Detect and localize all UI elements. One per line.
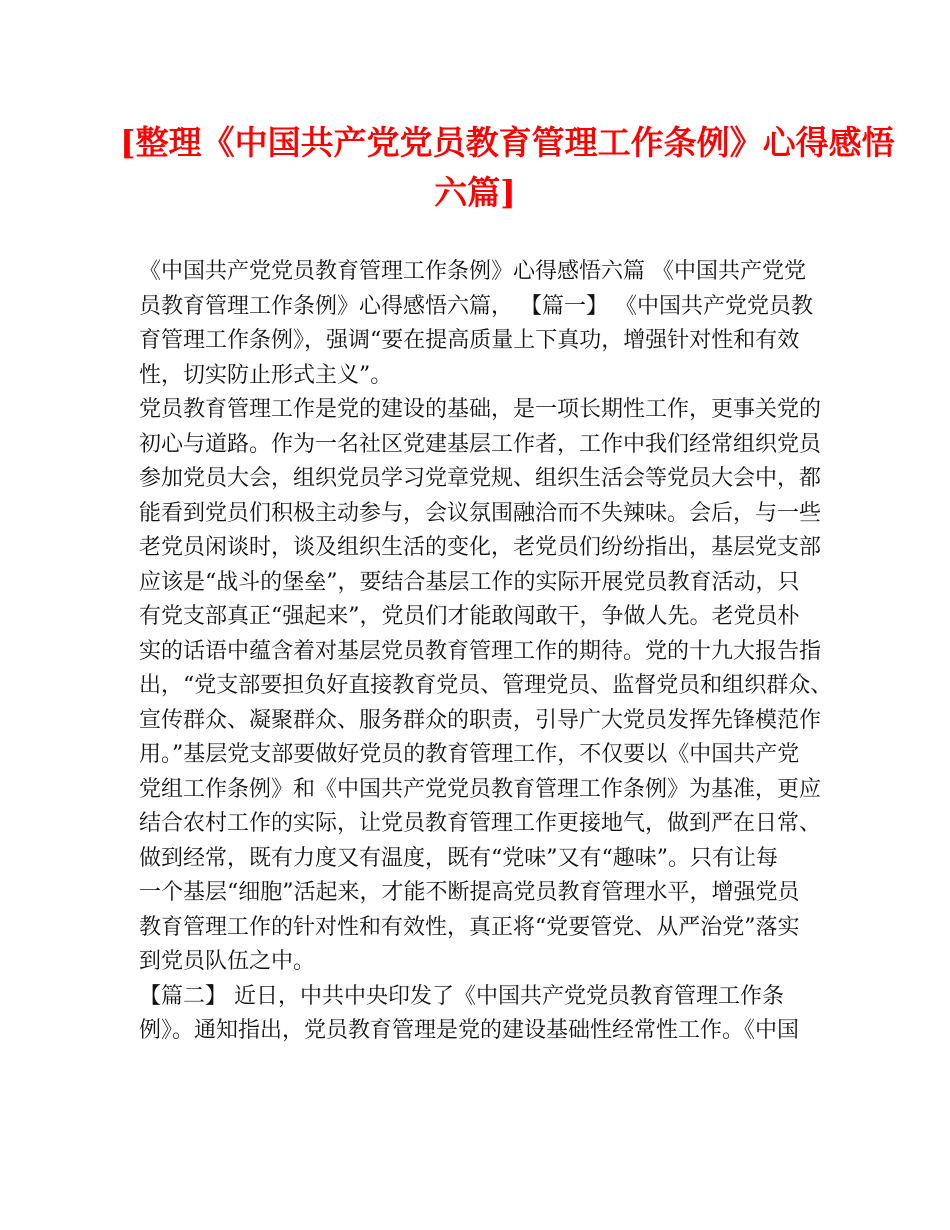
body-line: 【篇二】 近日，中共中央印发了《中国共产党党员教育管理工作条: [139, 983, 784, 1009]
body-line: 应该是“战斗的堡垒”，要结合基层工作的实际开展党员教育活动，只: [139, 569, 800, 595]
body-line: 党员教育管理工作是党的建设的基础，是一项长期性工作，更事关党的: [139, 397, 822, 422]
body-line: 做到经常，既有力度又有温度，既有“党味”又有“趣味”。只有让每: [139, 845, 778, 871]
body-line: 性，切实防止形式主义”。: [139, 362, 393, 388]
body-line: 《中国共产党党员教育管理工作条例》心得感悟六篇 《中国共产党党: [139, 259, 806, 284]
body-line: 有党支部真正“强起来”，党员们才能敢闯敢干，争做人先。老党员朴: [139, 604, 800, 629]
body-line: 到党员队伍之中。: [139, 949, 316, 974]
body-line: 用。”基层党支部要做好党员的教育管理工作，不仅要以《中国共产党: [139, 742, 800, 767]
body-line: 初心与道路。作为一名社区党建基层工作者，工作中我们经常组织党员: [139, 431, 822, 457]
body-line: 例》。通知指出，党员教育管理是党的建设基础性经常性工作。《中国: [139, 1018, 800, 1043]
document-body: [139, 255, 833, 1049]
body-line: 出，“党支部要担负好直接教育党员、管理党员、监督党员和组织群众、: [139, 673, 833, 698]
body-line: 结合农村工作的实际，让党员教育管理工作更接地气，做到严在日常、: [139, 811, 822, 836]
title-line-2: 六篇]: [434, 173, 516, 212]
body-line: 员教育管理工作条例》心得感悟六篇， 【篇一】 《中国共产党党员教: [139, 293, 813, 319]
body-line: 教育管理工作的针对性和有效性，真正将“党要管党、从严治党”落实: [139, 914, 800, 940]
body-line: 参加党员大会，组织党员学习党章党规、组织生活会等党员大会中，都: [139, 466, 822, 491]
body-line: 能看到党员们积极主动参与，会议氛围融洽而不失辣味。会后，与一些: [139, 500, 822, 526]
title-line-1: [整理《中国共产党党员教育管理工作条例》心得感悟: [120, 123, 895, 162]
body-line: 党组工作条例》和《中国共产党党员教育管理工作条例》为基准，更应: [139, 776, 822, 802]
body-line: 老党员闲谈时，谈及组织生活的变化，老党员们纷纷指出，基层党支部: [139, 535, 822, 560]
body-line: 实的话语中蕴含着对基层党员教育管理工作的期待。党的十九大报告指: [139, 638, 822, 664]
body-line: 一个基层“细胞”活起来，才能不断提高党员教育管理水平，增强党员: [139, 880, 800, 905]
body-line: 宣传群众、凝聚群众、服务群众的职责，引导广大党员发挥先锋模范作: [139, 707, 822, 733]
document-title: [120, 118, 895, 218]
body-line: 育管理工作条例》，强调“要在提高质量上下真功，增强针对性和有效: [139, 328, 800, 353]
